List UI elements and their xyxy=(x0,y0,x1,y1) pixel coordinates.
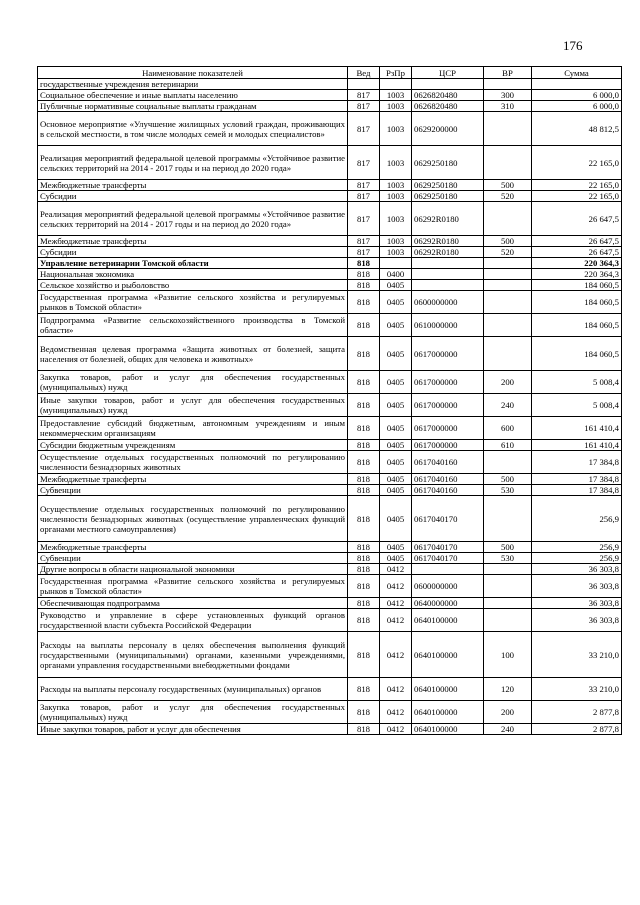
cell-rzpr: 0405 xyxy=(380,394,412,417)
cell-ved: 817 xyxy=(348,247,380,258)
cell-name: Осуществление отдельных государственных полномочий по регулированию численности безнадзорных животных (осуществление управленческих функций органами местного самоуправления) xyxy=(38,496,348,542)
cell-name: Государственная программа «Развитие сельского хозяйства и регулируемых рынков в Томской области» xyxy=(38,575,348,598)
col-header-csr: ЦСР xyxy=(412,67,484,79)
cell-sum: 36 303,8 xyxy=(532,598,622,609)
cell-csr xyxy=(412,564,484,575)
cell-ved: 818 xyxy=(348,269,380,280)
cell-sum: 256,9 xyxy=(532,496,622,542)
cell-rzpr: 1003 xyxy=(380,236,412,247)
cell-sum xyxy=(532,79,622,90)
table-row xyxy=(38,314,622,337)
cell-sum: 26 647,5 xyxy=(532,236,622,247)
cell-csr: 0629250180 xyxy=(412,180,484,191)
cell-vr: 120 xyxy=(484,678,532,701)
cell-csr: 0600000000 xyxy=(412,291,484,314)
cell-sum: 184 060,5 xyxy=(532,280,622,291)
cell-name: Субвенции xyxy=(38,553,348,564)
cell-sum: 6 000,0 xyxy=(532,101,622,112)
table-row xyxy=(38,701,622,724)
table-row xyxy=(38,724,622,735)
cell-csr: 0640100000 xyxy=(412,609,484,632)
table-row xyxy=(38,394,622,417)
cell-name: государственные учреждения ветеринарии xyxy=(38,79,348,90)
cell-name: Ведомственная целевая программа «Защита животных от болезней, защита населения от болезней, общих для человека и животных» xyxy=(38,337,348,371)
cell-name: Государственная программа «Развитие сельского хозяйства и регулируемых рынков в Томской области» xyxy=(38,291,348,314)
cell-csr: 0640100000 xyxy=(412,701,484,724)
table-row xyxy=(38,202,622,236)
cell-name: Закупка товаров, работ и услуг для обеспечения государственных (муниципальных) нужд xyxy=(38,371,348,394)
cell-ved: 817 xyxy=(348,146,380,180)
cell-rzpr: 0405 xyxy=(380,417,412,440)
cell-csr: 0629200000 xyxy=(412,112,484,146)
cell-vr xyxy=(484,337,532,371)
cell-sum: 184 060,5 xyxy=(532,291,622,314)
cell-vr xyxy=(484,79,532,90)
cell-rzpr: 0412 xyxy=(380,701,412,724)
cell-sum: 184 060,5 xyxy=(532,314,622,337)
cell-ved: 818 xyxy=(348,678,380,701)
cell-name: Подпрограмма «Развитие сельскохозяйственного производства в Томской области» xyxy=(38,314,348,337)
cell-ved: 818 xyxy=(348,337,380,371)
cell-ved: 818 xyxy=(348,258,380,269)
cell-ved: 817 xyxy=(348,180,380,191)
cell-rzpr: 0405 xyxy=(380,291,412,314)
cell-sum: 2 877,8 xyxy=(532,701,622,724)
cell-ved: 818 xyxy=(348,451,380,474)
cell-ved: 818 xyxy=(348,724,380,735)
cell-csr: 06292R0180 xyxy=(412,236,484,247)
cell-vr xyxy=(484,146,532,180)
cell-rzpr: 0405 xyxy=(380,553,412,564)
cell-rzpr: 1003 xyxy=(380,101,412,112)
cell-rzpr: 1003 xyxy=(380,146,412,180)
cell-name: Расходы на выплаты персоналу государственных (муниципальных) органов xyxy=(38,678,348,701)
cell-sum: 17 384,8 xyxy=(532,485,622,496)
cell-name: Субсидии бюджетным учреждениям xyxy=(38,440,348,451)
cell-vr xyxy=(484,269,532,280)
cell-csr: 0617040170 xyxy=(412,496,484,542)
cell-csr: 0640100000 xyxy=(412,724,484,735)
cell-vr xyxy=(484,314,532,337)
cell-csr: 0640000000 xyxy=(412,598,484,609)
cell-rzpr xyxy=(380,258,412,269)
cell-sum: 5 008,4 xyxy=(532,394,622,417)
cell-rzpr: 1003 xyxy=(380,191,412,202)
cell-ved: 817 xyxy=(348,112,380,146)
cell-vr xyxy=(484,496,532,542)
cell-csr: 0626820480 xyxy=(412,90,484,101)
cell-name: Национальная экономика xyxy=(38,269,348,280)
cell-ved: 818 xyxy=(348,598,380,609)
cell-ved xyxy=(348,79,380,90)
table-row xyxy=(38,417,622,440)
col-header-vr: ВР xyxy=(484,67,532,79)
table-row xyxy=(38,485,622,496)
table-row xyxy=(38,291,622,314)
cell-sum: 22 165,0 xyxy=(532,146,622,180)
cell-csr: 06292R0180 xyxy=(412,247,484,258)
cell-vr: 300 xyxy=(484,90,532,101)
cell-sum: 36 303,8 xyxy=(532,609,622,632)
cell-vr: 610 xyxy=(484,440,532,451)
cell-sum: 220 364,3 xyxy=(532,269,622,280)
table-row xyxy=(38,598,622,609)
cell-csr: 0629250180 xyxy=(412,146,484,180)
cell-vr: 240 xyxy=(484,394,532,417)
cell-name: Реализация мероприятий федеральной целевой программы «Устойчивое развитие сельских территорий на 2014 - 2017 годы и на период до 2020 года» xyxy=(38,146,348,180)
cell-csr: 0617040160 xyxy=(412,485,484,496)
cell-rzpr: 0412 xyxy=(380,598,412,609)
cell-sum: 22 165,0 xyxy=(532,191,622,202)
cell-csr: 0640100000 xyxy=(412,678,484,701)
cell-sum: 6 000,0 xyxy=(532,90,622,101)
cell-sum: 161 410,4 xyxy=(532,440,622,451)
cell-ved: 818 xyxy=(348,474,380,485)
cell-ved: 818 xyxy=(348,575,380,598)
cell-csr xyxy=(412,280,484,291)
cell-name: Расходы на выплаты персоналу в целях обеспечения выполнения функций государственными (муниципальными) органами, казенными учреждениями, органами управления государственными внебюджетными фондами xyxy=(38,632,348,678)
cell-name: Публичные нормативные социальные выплаты гражданам xyxy=(38,101,348,112)
cell-rzpr: 0405 xyxy=(380,542,412,553)
table-row xyxy=(38,191,622,202)
table-row xyxy=(38,678,622,701)
cell-vr xyxy=(484,291,532,314)
cell-rzpr: 1003 xyxy=(380,247,412,258)
cell-vr xyxy=(484,598,532,609)
cell-ved: 818 xyxy=(348,371,380,394)
cell-vr xyxy=(484,202,532,236)
cell-vr xyxy=(484,451,532,474)
cell-ved: 817 xyxy=(348,101,380,112)
table-row xyxy=(38,632,622,678)
table-row xyxy=(38,101,622,112)
table-row xyxy=(38,371,622,394)
cell-ved: 818 xyxy=(348,609,380,632)
table-row xyxy=(38,146,622,180)
cell-sum: 17 384,8 xyxy=(532,474,622,485)
cell-csr: 0610000000 xyxy=(412,314,484,337)
cell-ved: 817 xyxy=(348,191,380,202)
cell-sum: 220 364,3 xyxy=(532,258,622,269)
cell-ved: 818 xyxy=(348,496,380,542)
cell-rzpr: 0405 xyxy=(380,474,412,485)
cell-name: Социальное обеспечение и иные выплаты населению xyxy=(38,90,348,101)
cell-vr: 520 xyxy=(484,191,532,202)
cell-sum: 26 647,5 xyxy=(532,247,622,258)
cell-ved: 818 xyxy=(348,440,380,451)
table-row xyxy=(38,258,622,269)
table-row xyxy=(38,564,622,575)
cell-ved: 817 xyxy=(348,202,380,236)
table-row xyxy=(38,79,622,90)
table-row xyxy=(38,575,622,598)
cell-sum: 22 165,0 xyxy=(532,180,622,191)
table-row xyxy=(38,440,622,451)
cell-vr: 240 xyxy=(484,724,532,735)
cell-name: Иные закупки товаров, работ и услуг для обеспечения государственных (муниципальных) нужд xyxy=(38,394,348,417)
cell-csr: 0617040170 xyxy=(412,542,484,553)
cell-csr: 0617000000 xyxy=(412,417,484,440)
cell-csr xyxy=(412,79,484,90)
cell-sum: 33 210,0 xyxy=(532,678,622,701)
table-row xyxy=(38,609,622,632)
cell-name: Субвенции xyxy=(38,485,348,496)
cell-csr xyxy=(412,258,484,269)
cell-vr xyxy=(484,564,532,575)
cell-sum: 33 210,0 xyxy=(532,632,622,678)
table-header-row xyxy=(38,67,622,79)
table-row xyxy=(38,337,622,371)
cell-vr: 520 xyxy=(484,247,532,258)
cell-ved: 818 xyxy=(348,314,380,337)
cell-name: Межбюджетные трансферты xyxy=(38,542,348,553)
cell-sum: 161 410,4 xyxy=(532,417,622,440)
cell-vr xyxy=(484,609,532,632)
cell-rzpr: 1003 xyxy=(380,90,412,101)
table-row xyxy=(38,496,622,542)
cell-name: Другие вопросы в области национальной экономики xyxy=(38,564,348,575)
budget-table xyxy=(37,66,622,735)
cell-rzpr: 0412 xyxy=(380,575,412,598)
cell-csr: 0617040160 xyxy=(412,474,484,485)
cell-vr: 500 xyxy=(484,542,532,553)
cell-csr: 0626820480 xyxy=(412,101,484,112)
cell-rzpr: 1003 xyxy=(380,112,412,146)
cell-vr: 500 xyxy=(484,236,532,247)
cell-vr xyxy=(484,258,532,269)
cell-vr: 500 xyxy=(484,474,532,485)
cell-ved: 818 xyxy=(348,542,380,553)
page-number: 176 xyxy=(563,38,583,53)
cell-csr: 0617000000 xyxy=(412,440,484,451)
cell-rzpr: 0412 xyxy=(380,678,412,701)
cell-name: Предоставление субсидий бюджетным, автономным учреждениям и иным некоммерческим организациям xyxy=(38,417,348,440)
cell-sum: 5 008,4 xyxy=(532,371,622,394)
cell-rzpr: 0405 xyxy=(380,451,412,474)
cell-sum: 48 812,5 xyxy=(532,112,622,146)
table-row xyxy=(38,269,622,280)
cell-sum: 17 384,8 xyxy=(532,451,622,474)
table-body xyxy=(38,79,622,735)
cell-ved: 818 xyxy=(348,417,380,440)
cell-rzpr: 0412 xyxy=(380,632,412,678)
cell-vr xyxy=(484,112,532,146)
cell-rzpr: 0412 xyxy=(380,564,412,575)
cell-vr: 530 xyxy=(484,553,532,564)
cell-csr: 06292R0180 xyxy=(412,202,484,236)
cell-sum: 26 647,5 xyxy=(532,202,622,236)
cell-name: Межбюджетные трансферты xyxy=(38,180,348,191)
cell-name: Реализация мероприятий федеральной целевой программы «Устойчивое развитие сельских территорий на 2014 - 2017 годы и на период до 2020 года» xyxy=(38,202,348,236)
col-header-rzpr: РзПр xyxy=(380,67,412,79)
cell-vr xyxy=(484,575,532,598)
cell-vr: 200 xyxy=(484,371,532,394)
cell-csr: 0640100000 xyxy=(412,632,484,678)
table-row xyxy=(38,542,622,553)
table-row xyxy=(38,247,622,258)
table-row xyxy=(38,236,622,247)
cell-rzpr xyxy=(380,79,412,90)
cell-csr: 0600000000 xyxy=(412,575,484,598)
cell-csr: 0617040170 xyxy=(412,553,484,564)
cell-sum: 184 060,5 xyxy=(532,337,622,371)
cell-name: Межбюджетные трансферты xyxy=(38,474,348,485)
col-header-sum: Сумма xyxy=(532,67,622,79)
cell-ved: 818 xyxy=(348,485,380,496)
cell-rzpr: 1003 xyxy=(380,180,412,191)
cell-vr: 600 xyxy=(484,417,532,440)
cell-name: Межбюджетные трансферты xyxy=(38,236,348,247)
cell-vr: 100 xyxy=(484,632,532,678)
cell-ved: 818 xyxy=(348,280,380,291)
table-row xyxy=(38,90,622,101)
cell-ved: 818 xyxy=(348,564,380,575)
cell-sum: 36 303,8 xyxy=(532,564,622,575)
cell-rzpr: 0405 xyxy=(380,314,412,337)
cell-name: Обеспечивающая подпрограмма xyxy=(38,598,348,609)
cell-sum: 36 303,8 xyxy=(532,575,622,598)
table-row xyxy=(38,280,622,291)
cell-ved: 818 xyxy=(348,553,380,564)
cell-name: Иные закупки товаров, работ и услуг для обеспечения xyxy=(38,724,348,735)
cell-name: Основное мероприятие «Улучшение жилищных условий граждан, проживающих в сельской местности, в том числе молодых семей и молодых специалистов» xyxy=(38,112,348,146)
cell-ved: 818 xyxy=(348,632,380,678)
table-row xyxy=(38,451,622,474)
table-row xyxy=(38,180,622,191)
cell-name: Управление ветеринарии Томской области xyxy=(38,258,348,269)
cell-rzpr: 0405 xyxy=(380,496,412,542)
cell-ved: 818 xyxy=(348,394,380,417)
cell-vr: 530 xyxy=(484,485,532,496)
cell-ved: 817 xyxy=(348,236,380,247)
cell-name: Сельское хозяйство и рыболовство xyxy=(38,280,348,291)
cell-rzpr: 0405 xyxy=(380,337,412,371)
cell-rzpr: 0412 xyxy=(380,724,412,735)
cell-csr: 0629250180 xyxy=(412,191,484,202)
table-row xyxy=(38,553,622,564)
cell-rzpr: 0405 xyxy=(380,280,412,291)
cell-rzpr: 1003 xyxy=(380,202,412,236)
cell-name: Субсидии xyxy=(38,247,348,258)
cell-rzpr: 0405 xyxy=(380,371,412,394)
table-row xyxy=(38,112,622,146)
cell-rzpr: 0400 xyxy=(380,269,412,280)
cell-name: Осуществление отдельных государственных полномочий по регулированию численности безнадзорных животных xyxy=(38,451,348,474)
cell-sum: 256,9 xyxy=(532,542,622,553)
cell-vr: 500 xyxy=(484,180,532,191)
cell-name: Руководство и управление в сфере установленных функций органов государственной власти субъекта Российской Федерации xyxy=(38,609,348,632)
cell-csr xyxy=(412,269,484,280)
cell-ved: 818 xyxy=(348,701,380,724)
cell-vr: 310 xyxy=(484,101,532,112)
col-header-ved: Вед xyxy=(348,67,380,79)
cell-csr: 0617040160 xyxy=(412,451,484,474)
cell-name: Субсидии xyxy=(38,191,348,202)
cell-rzpr: 0405 xyxy=(380,485,412,496)
cell-csr: 0617000000 xyxy=(412,394,484,417)
cell-sum: 2 877,8 xyxy=(532,724,622,735)
cell-name: Закупка товаров, работ и услуг для обеспечения государственных (муниципальных) нужд xyxy=(38,701,348,724)
cell-ved: 817 xyxy=(348,90,380,101)
col-header-name: Наименование показателей xyxy=(38,67,348,79)
cell-ved: 818 xyxy=(348,291,380,314)
cell-sum: 256,9 xyxy=(532,553,622,564)
table-row xyxy=(38,474,622,485)
cell-csr: 0617000000 xyxy=(412,337,484,371)
cell-csr: 0617000000 xyxy=(412,371,484,394)
cell-rzpr: 0412 xyxy=(380,609,412,632)
cell-rzpr: 0405 xyxy=(380,440,412,451)
cell-vr xyxy=(484,280,532,291)
cell-vr: 200 xyxy=(484,701,532,724)
